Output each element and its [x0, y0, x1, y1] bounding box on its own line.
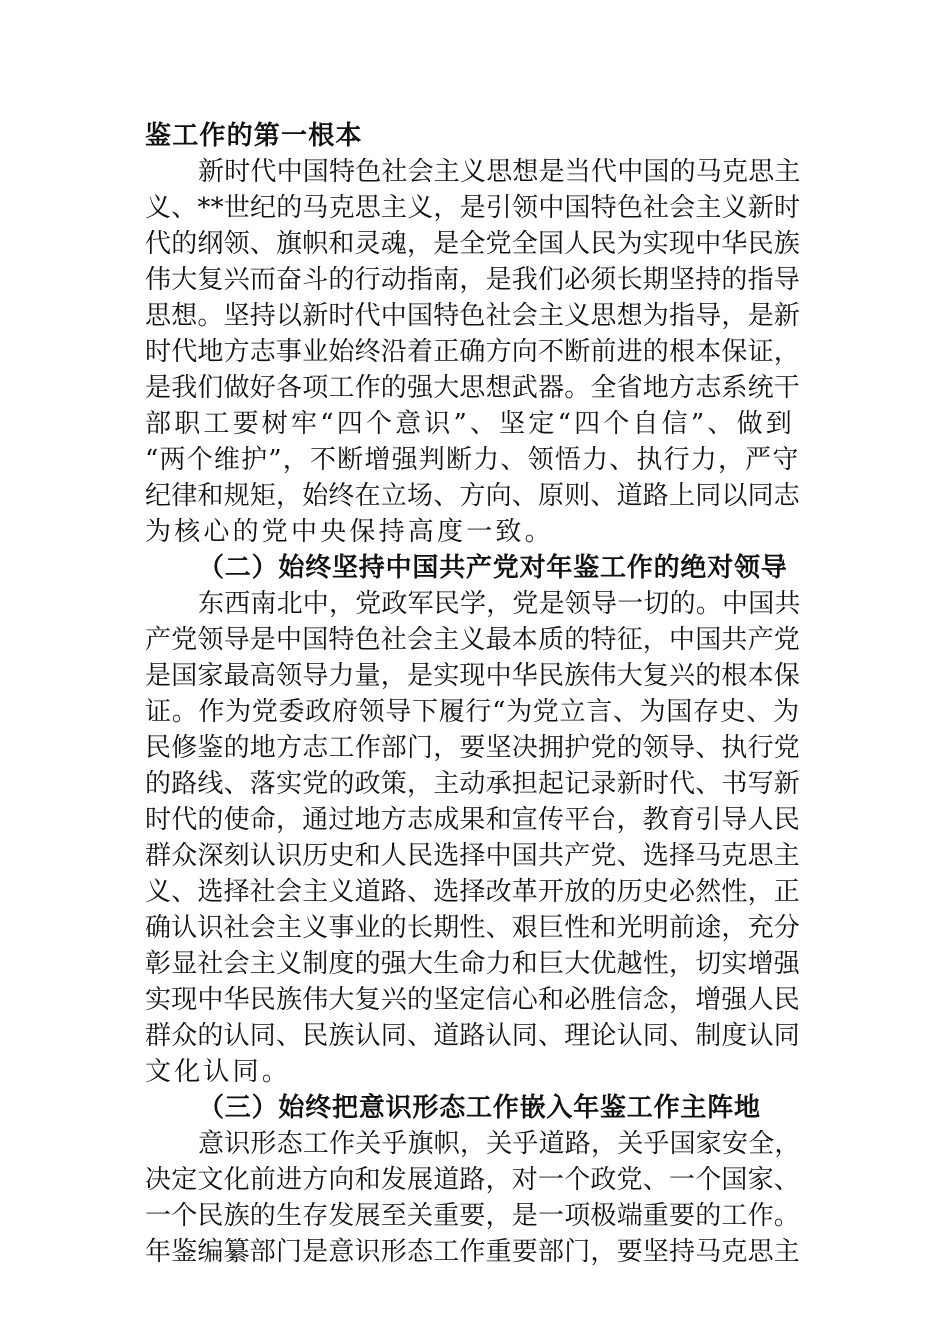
paragraph-line: 部职工要树牢“四个意识”、坚定“四个自信”、做到 [145, 409, 795, 439]
paragraph-line: 思想。坚持以新时代中国特色社会主义思想为指导，是新 [145, 301, 801, 331]
paragraph-line: 代的纲领、旗帜和灵魂，是全党全国人民为实现中华民族 [145, 229, 801, 259]
paragraph-line: 群众深刻认识历史和人民选择中国共产党、选择马克思主 [145, 841, 801, 871]
paragraph-line: 意识形态工作关乎旗帜，关乎道路，关乎国家安全， [198, 1129, 801, 1159]
paragraph-line: 文化认同。 [145, 1057, 292, 1087]
paragraph-line: 确认识社会主义事业的长期性、艰巨性和光明前途，充分 [145, 913, 801, 943]
paragraph-line: 纪律和规矩，始终在立场、方向、原则、道路上同以同志 [145, 481, 801, 511]
paragraph-line: 义、**世纪的马克思主义，是引领中国特色社会主义新时 [145, 193, 801, 223]
section-heading: （三）始终把意识形态工作嵌入年鉴工作主阵地 [198, 1093, 761, 1123]
paragraph-line: 是国家最高领导力量，是实现中华民族伟大复兴的根本保 [145, 661, 801, 691]
paragraph-line: 证。作为党委政府领导下履行“为党立言、为国存史、为 [145, 697, 800, 727]
paragraph-line: 为核心的党中央保持高度一致。 [145, 517, 554, 547]
paragraph-line: 的路线、落实党的政策，主动承担起记录新时代、书写新 [145, 769, 801, 799]
paragraph-line: “两个维护”，不断增强判断力、领悟力、执行力，严守 [145, 445, 800, 475]
paragraph-line: 时代地方志事业始终沿着正确方向不断前进的根本保证， [145, 337, 801, 367]
paragraph-line: 决定文化前进方向和发展道路，对一个政党、一个国家、 [145, 1165, 801, 1195]
paragraph-line: 产党领导是中国特色社会主义最本质的特征，中国共产党 [145, 625, 801, 655]
paragraph-line: 伟大复兴而奋斗的行动指南，是我们必须长期坚持的指导 [145, 265, 801, 295]
paragraph-line: 义、选择社会主义道路、选择改革开放的历史必然性，正 [145, 877, 801, 907]
paragraph-line: 民修鉴的地方志工作部门，要坚决拥护党的领导、执行党 [145, 733, 801, 763]
paragraph-line: 时代的使命，通过地方志成果和宣传平台，教育引导人民 [145, 805, 801, 835]
paragraph-line: 是我们做好各项工作的强大思想武器。全省地方志系统干 [145, 373, 801, 403]
section-title-continuation: 鉴工作的第一根本 [145, 121, 363, 151]
paragraph-line: 一个民族的生存发展至关重要，是一项极端重要的工作。 [145, 1201, 801, 1231]
paragraph-line: 群众的认同、民族认同、道路认同、理论认同、制度认同 [145, 1021, 801, 1051]
paragraph-line: 新时代中国特色社会主义思想是当代中国的马克思主 [198, 157, 801, 187]
paragraph-line: 年鉴编纂部门是意识形态工作重要部门，要坚持马克思主 [145, 1237, 801, 1267]
paragraph-line: 实现中华民族伟大复兴的坚定信心和必胜信念，增强人民 [145, 985, 801, 1015]
paragraph-line: 东西南北中，党政军民学，党是领导一切的。中国共 [198, 589, 801, 619]
paragraph-line: 彰显社会主义制度的强大生命力和巨大优越性，切实增强 [145, 949, 801, 979]
section-heading: （二）始终坚持中国共产党对年鉴工作的绝对领导 [198, 553, 788, 583]
